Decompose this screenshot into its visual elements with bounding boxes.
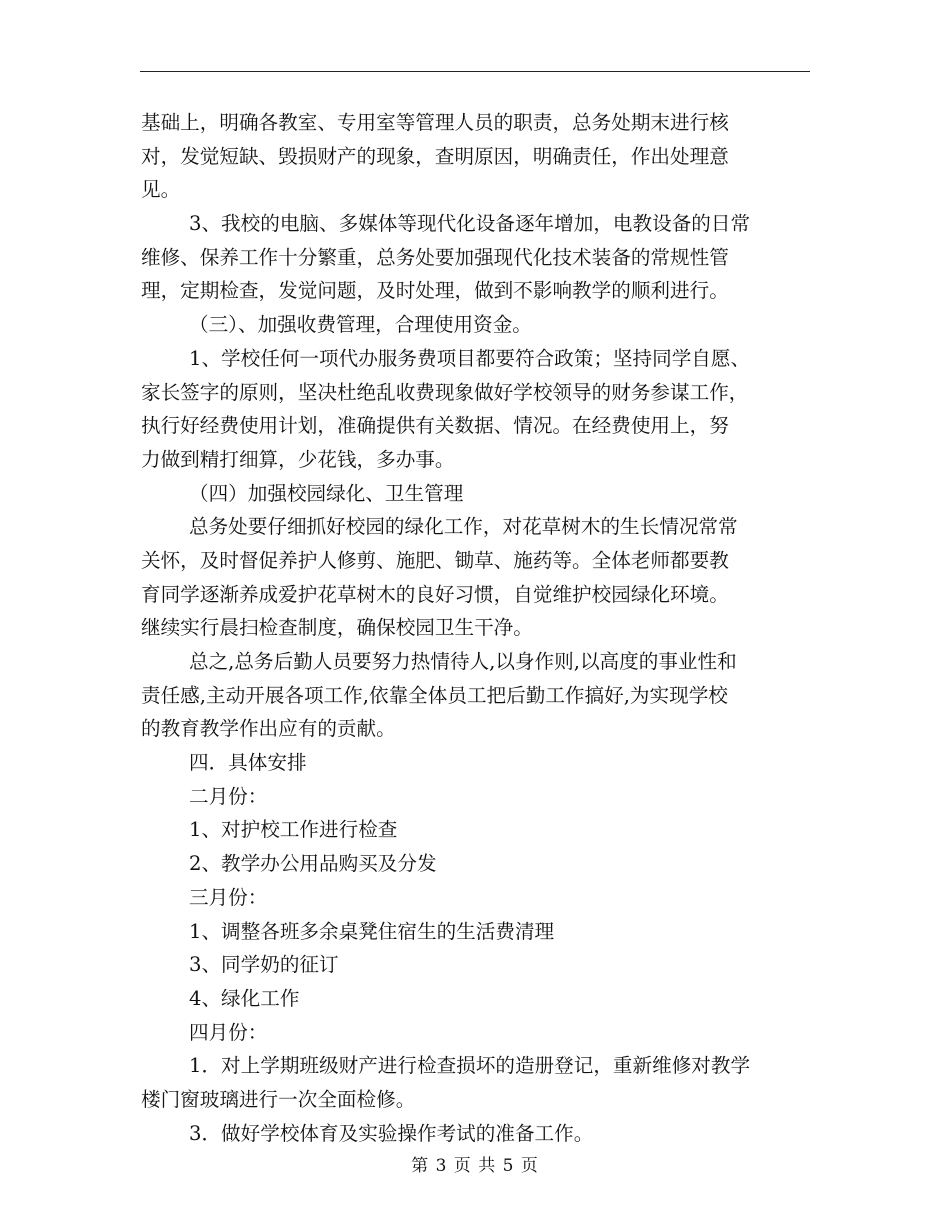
month-heading: 二月份：: [189, 784, 268, 808]
paragraph-line: 关怀，及时督促养护人修剪、施肥、锄草、施药等。全体老师都要教: [141, 548, 729, 572]
paragraph-line: 育同学逐渐养成爱护花草树木的良好习惯，自觉维护校园绿化环境。: [141, 582, 729, 606]
paragraph-line: 总务处要仔细抓好校园的绿化工作，对花草树木的生长情况常常: [189, 515, 738, 539]
list-item: 4、绿化工作: [189, 986, 300, 1010]
paragraph-line: 家长签字的原则，坚决杜绝乱收费现象做好学校领导的财务参谋工作，: [141, 380, 749, 404]
paragraph-line: 1、学校任何一项代办服务费项目都要符合政策；坚持同学自愿、: [189, 346, 751, 370]
list-item: 3、同学奶的征订: [189, 953, 339, 977]
list-item: 1、调整各班多余桌凳住宿生的生活费清理: [189, 919, 555, 943]
paragraph-line: 执行好经费使用计划，准确提供有关数据、情况。在经费使用上，努: [141, 414, 729, 438]
section-heading: （三）、加强收费管理，合理使用资金。: [189, 313, 532, 337]
header-rule: [140, 71, 810, 72]
list-item: 1、对护校工作进行检查: [189, 818, 398, 842]
section-heading: 四．具体安排: [189, 751, 307, 775]
paragraph-line: 理，定期检查，发觉问题，及时处理，做到不影响教学的顺利进行。: [141, 279, 729, 303]
section-heading: （四）加强校园绿化、卫生管理: [189, 481, 464, 505]
paragraph-line: 见。: [141, 178, 181, 202]
paragraph-line: 力做到精打细算，少花钱，多办事。: [141, 447, 455, 471]
list-item: 1．对上学期班级财产进行检查损坏的造册登记，重新维修对教学: [189, 1054, 751, 1078]
list-item: 2、教学办公用品购买及分发: [189, 852, 437, 876]
paragraph-line: 楼门窗玻璃进行一次全面检修。: [141, 1087, 416, 1111]
document-body: [141, 106, 813, 1150]
paragraph-line: 的教育教学作出应有的贡献。: [141, 717, 396, 741]
list-item: 3．做好学校体育及实验操作考试的准备工作。: [189, 1121, 594, 1145]
paragraph-line: 责任感,主动开展各项工作,依靠全体员工把后勤工作搞好,为实现学校: [141, 683, 728, 707]
paragraph-line: 3、我校的电脑、多媒体等现代化设备逐年增加，电教设备的日常: [189, 212, 751, 236]
paragraph-line: 基础上，明确各教室、专用室等管理人员的职责，总务处期末进行核: [141, 111, 729, 134]
paragraph-line: 总之,总务后勤人员要努力热情待人,以身作则,以高度的事业性和: [189, 650, 737, 673]
paragraph-line: 维修、保养工作十分繁重，总务处要加强现代化技术装备的常规性管: [141, 245, 729, 269]
paragraph-line: 对，发觉短缺、毁损财产的现象，查明原因，明确责任，作出处理意: [141, 144, 729, 168]
month-heading: 三月份：: [189, 885, 268, 909]
paragraph-line: 继续实行晨扫检查制度，确保校园卫生干净。: [141, 616, 533, 640]
month-heading: 四月份：: [189, 1020, 268, 1044]
page-number: 第 3 页 共 5 页: [411, 1156, 539, 1176]
